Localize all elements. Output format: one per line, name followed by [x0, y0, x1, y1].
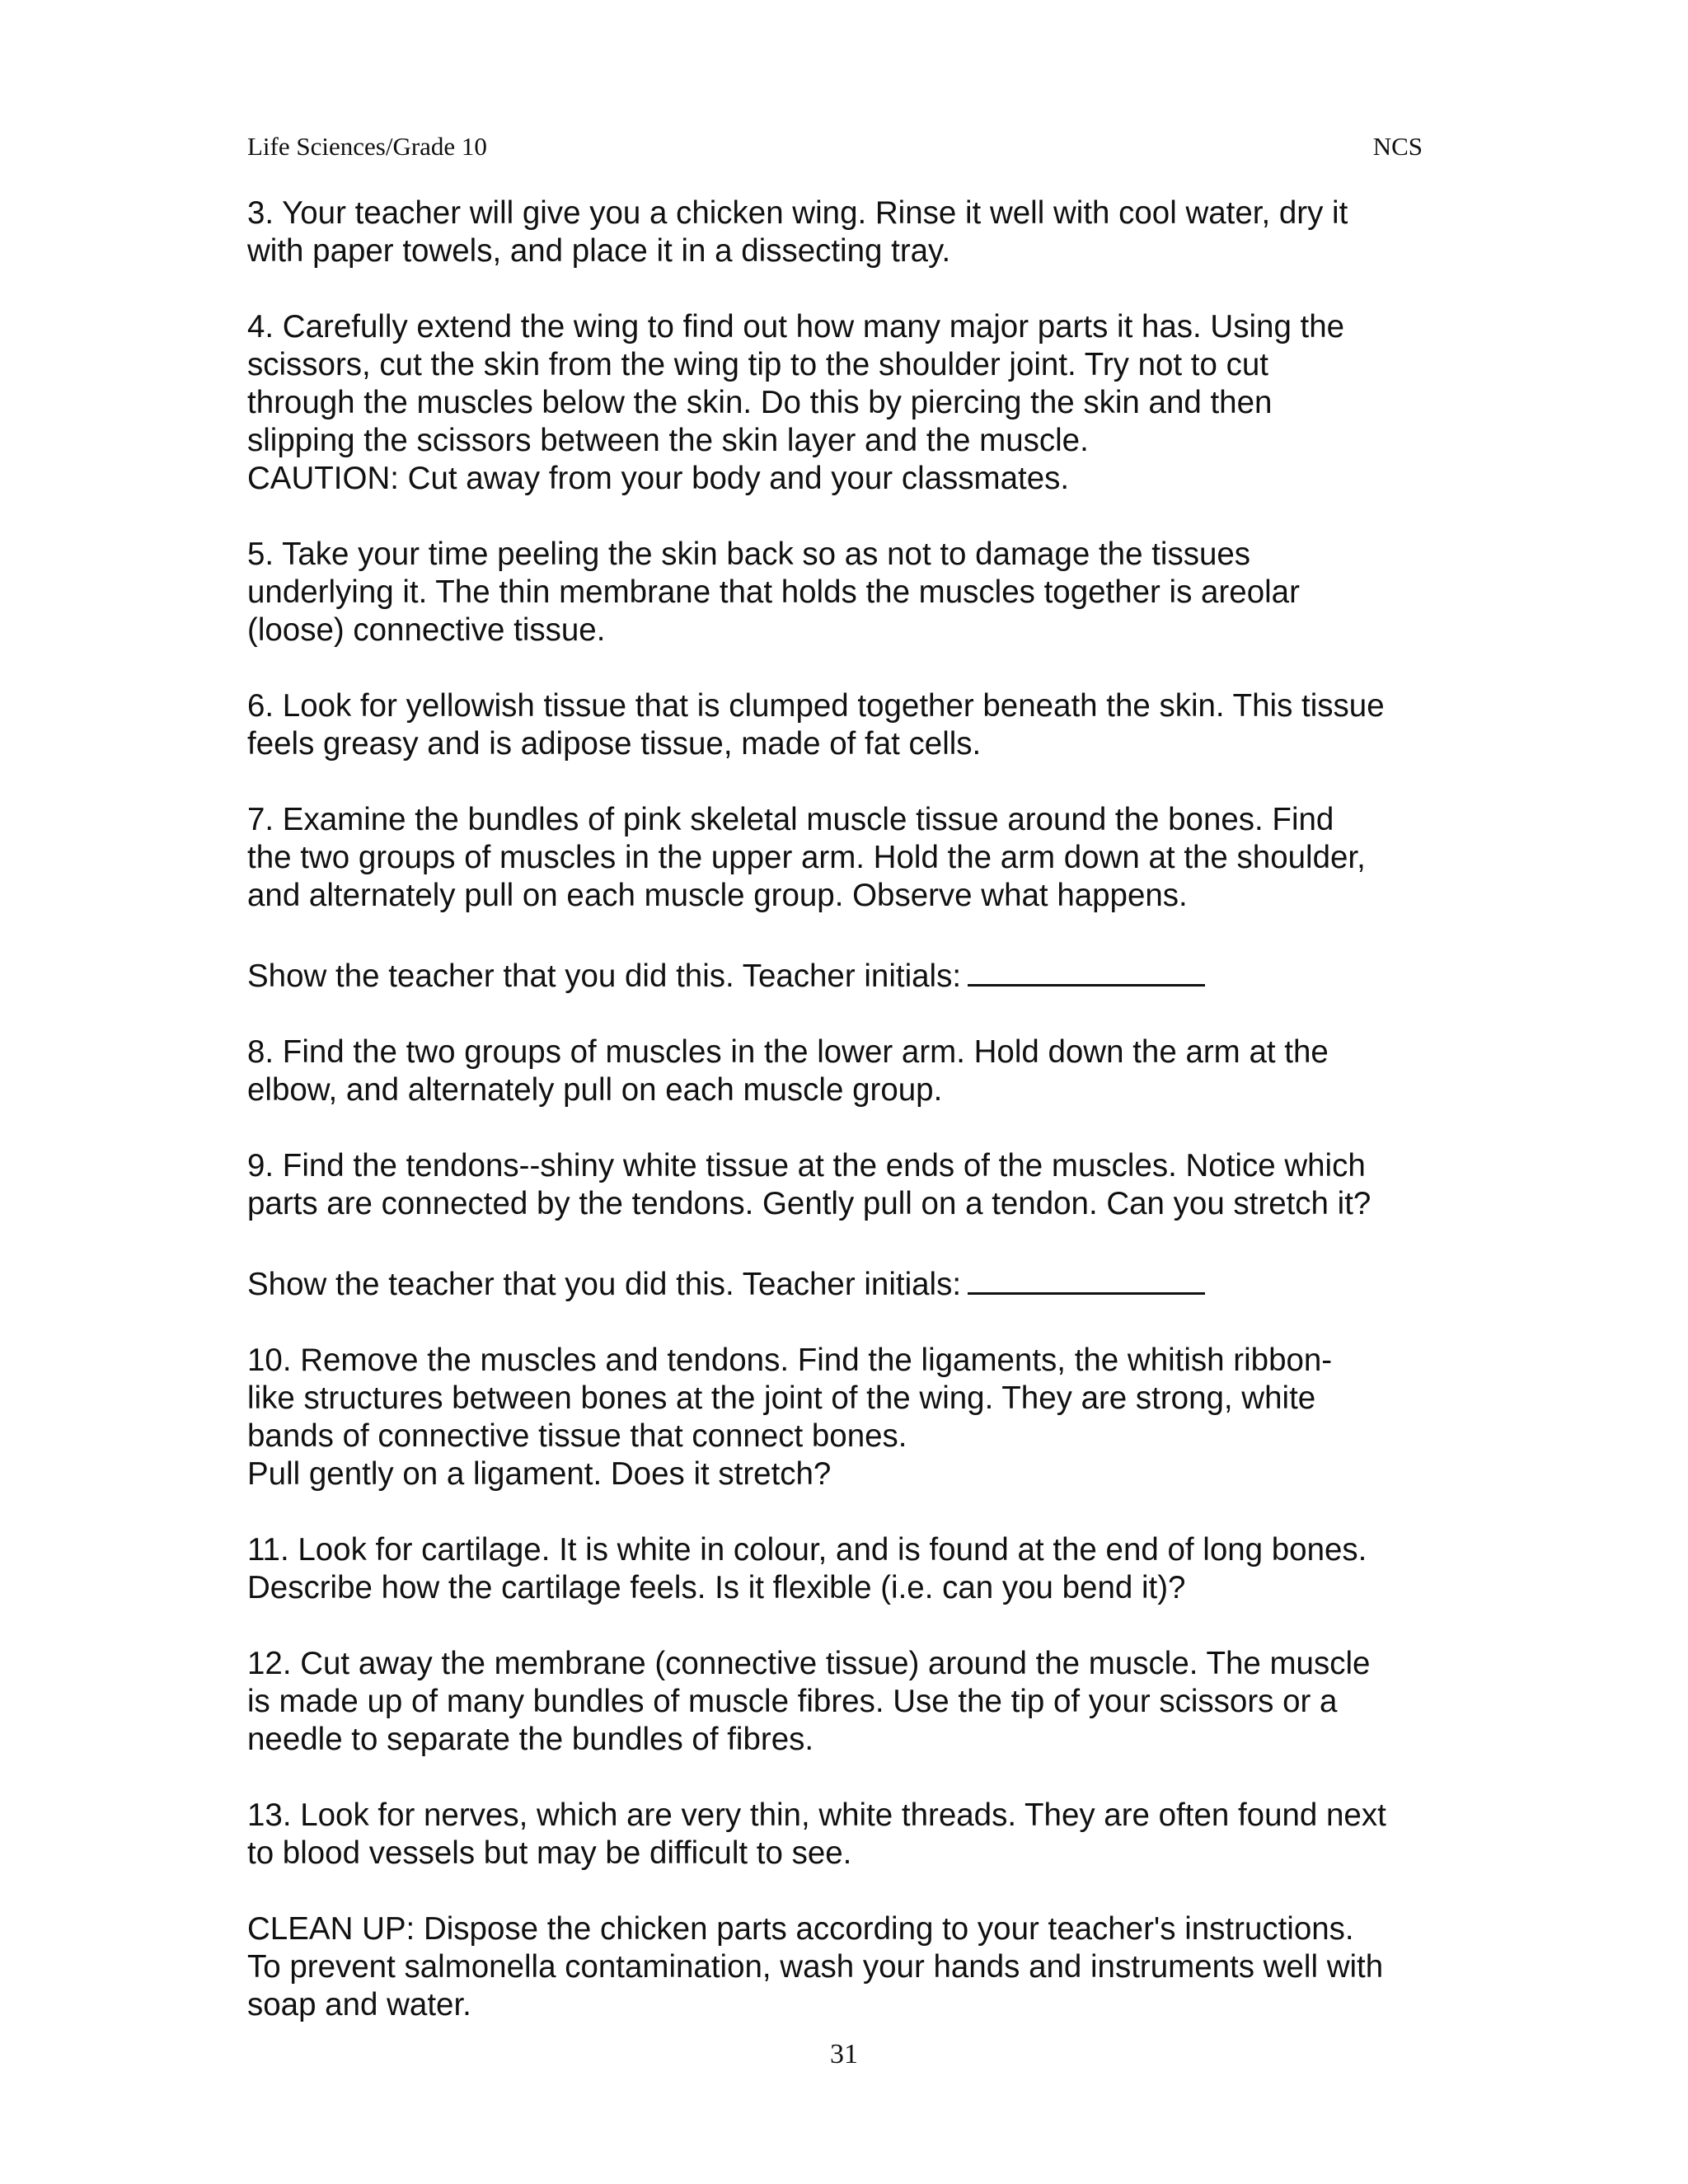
teacher-check-1-line: [247, 953, 1451, 996]
page-number: 31: [830, 2039, 858, 2069]
step-5-line: underlying it. The thin membrane that holds the muscles together is areolar: [247, 574, 1300, 610]
step-10-line: 10. Remove the muscles and tendons. Find the ligaments, the whitish ribbon-: [247, 1343, 1333, 1378]
step-12-line: needle to separate the bundles of fibres.: [247, 1722, 814, 1757]
step-4-line: through the muscles below the skin. Do this by piercing the skin and then: [247, 385, 1273, 420]
step-9-line: 9. Find the tendons--shiny white tissue at the ends of the muscles. Notice which: [247, 1148, 1366, 1183]
teacher-check-2: [247, 1261, 1451, 1304]
step-7-line: the two groups of muscles in the upper arm. Hold the arm down at the shoulder,: [247, 840, 1366, 875]
step-3: [247, 194, 1451, 270]
step-10-line: like structures between bones at the joint of the wing. They are strong, white: [247, 1380, 1316, 1416]
step-4-caution: CAUTION: Cut away from your body and your classmates.: [247, 461, 1070, 496]
step-6-line: feels greasy and is adipose tissue, made of fat cells.: [247, 726, 982, 762]
teacher-check-2-text: Show the teacher that you did this. Teacher initials:: [247, 1267, 962, 1302]
step-9-line: parts are connected by the tendons. Gently pull on a tendon. Can you stretch it?: [247, 1186, 1372, 1221]
step-12-line: 12. Cut away the membrane (connective tissue) around the muscle. The muscle: [247, 1646, 1371, 1681]
step-4-line: 4. Carefully extend the wing to find out how many major parts it has. Using the: [247, 309, 1345, 344]
clean-up-line: soap and water.: [247, 1987, 471, 2022]
step-10: [247, 1342, 1451, 1493]
clean-up-instructions: [247, 1910, 1451, 2024]
header-course-title: Life Sciences/Grade 10: [247, 132, 487, 161]
step-6: [247, 687, 1451, 763]
step-8-line: elbow, and alternately pull on each muscle group.: [247, 1072, 943, 1108]
step-11-line: 11. Look for cartilage. It is white in colour, and is found at the end of long bones.: [247, 1532, 1367, 1568]
page-header: [247, 129, 1423, 165]
step-5-line: 5. Take your time peeling the skin back so as not to damage the tissues: [247, 537, 1251, 572]
step-5-line: (loose) connective tissue.: [247, 612, 606, 648]
step-8: [247, 1033, 1451, 1109]
clean-up-line: CLEAN UP: Dispose the chicken parts according to your teacher's instructions.: [247, 1911, 1354, 1947]
step-9: [247, 1147, 1451, 1223]
step-10-line: bands of connective tissue that connect bones.: [247, 1418, 907, 1454]
teacher-initials-blank-2[interactable]: [968, 1261, 1205, 1295]
step-3-line: with paper towels, and place it in a dissecting tray.: [247, 233, 951, 269]
step-8-line: 8. Find the two groups of muscles in the lower arm. Hold down the arm at the: [247, 1034, 1329, 1070]
step-13: [247, 1797, 1451, 1872]
step-4: [247, 308, 1451, 498]
step-4-line: scissors, cut the skin from the wing tip to the shoulder joint. Try not to cut: [247, 347, 1268, 382]
teacher-initials-blank-1[interactable]: [968, 953, 1205, 987]
step-5: [247, 536, 1451, 649]
teacher-check-2-line: [247, 1261, 1451, 1304]
teacher-check-1-text: Show the teacher that you did this. Teacher initials:: [247, 958, 962, 994]
step-13-line: 13. Look for nerves, which are very thin, white threads. They are often found next: [247, 1797, 1386, 1833]
step-3-line: 3. Your teacher will give you a chicken wing. Rinse it well with cool water, dry it: [247, 195, 1348, 231]
step-13-line: to blood vessels but may be difficult to see.: [247, 1835, 852, 1871]
step-11: [247, 1531, 1451, 1607]
step-7-line: 7. Examine the bundles of pink skeletal muscle tissue around the bones. Find: [247, 802, 1334, 837]
step-4-line: slipping the scissors between the skin layer and the muscle.: [247, 423, 1089, 458]
page-body: [247, 194, 1451, 2024]
step-12: [247, 1645, 1451, 1759]
header-curriculum: NCS: [1372, 132, 1423, 161]
teacher-check-1: [247, 953, 1451, 996]
step-7-line: and alternately pull on each muscle group. Observe what happens.: [247, 878, 1188, 913]
step-7: [247, 801, 1451, 915]
step-10-line: Pull gently on a ligament. Does it stretch?: [247, 1456, 832, 1492]
step-11-line: Describe how the cartilage feels. Is it flexible (i.e. can you bend it)?: [247, 1570, 1186, 1605]
step-6-line: 6. Look for yellowish tissue that is clumped together beneath the skin. This tissue: [247, 688, 1385, 724]
clean-up-line: To prevent salmonella contamination, wash your hands and instruments well with: [247, 1949, 1384, 1985]
step-12-line: is made up of many bundles of muscle fibres. Use the tip of your scissors or a: [247, 1684, 1338, 1719]
